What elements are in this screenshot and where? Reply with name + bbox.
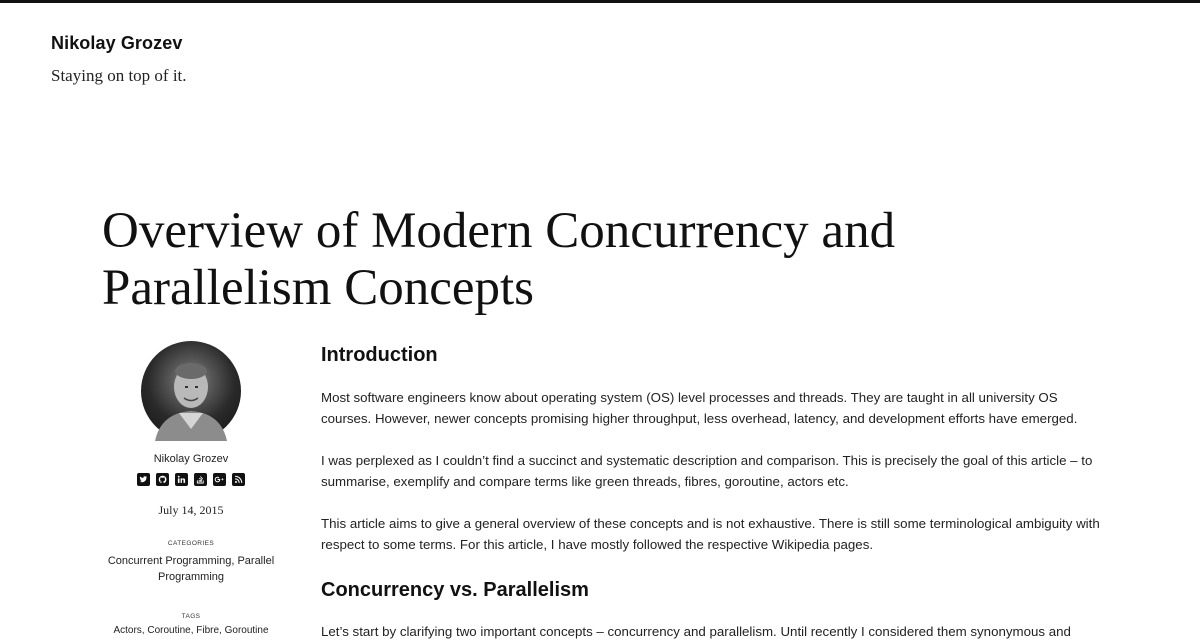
paragraph: This article aims to give a general overview of these concepts and is not exhaustive. There is still some terminological ambiguity with respect to some terms. For this article, I have mostly followed the respective Wikipedia pages.: [321, 516, 1100, 552]
tags-value[interactable]: Actors, Coroutine, Fibre, Goroutine: [113, 625, 269, 636]
twitter-icon[interactable]: [137, 473, 150, 486]
post-sidebar: [102, 341, 280, 636]
rss-icon[interactable]: [232, 473, 245, 486]
tags-label: TAGS: [181, 613, 201, 620]
paragraph: Let’s start by clarifying two important concepts – concurrency and parallelism. Until recently I considered them synonymous and: [321, 624, 1071, 639]
post-date: July 14, 2015: [158, 503, 224, 517]
categories-label: CATEGORIES: [167, 540, 215, 547]
author-avatar: [141, 341, 241, 441]
paragraph: I was perplexed as I couldn’t find a succinct and systematic description and comparison. This is precisely the goal of this article – to summarise, exemplify and compare terms like green threads, fibres, goroutine, actors etc.: [321, 453, 1093, 489]
heading-introduction: Introduction: [321, 344, 438, 366]
social-links: [102, 473, 280, 486]
googleplus-icon[interactable]: [213, 473, 226, 486]
paragraph: Most software engineers know about operating system (OS) level processes and threads. They are taught in all university OS courses. However, newer concepts promising higher throughput, less overhead, latency, and development efforts have emerged.: [321, 390, 1078, 426]
heading-concurrency-vs-parallelism: Concurrency vs. Parallelism: [321, 579, 589, 601]
categories-value[interactable]: Concurrent Programming, Parallel Programming: [107, 555, 275, 583]
stackoverflow-icon[interactable]: [194, 473, 207, 486]
post-title: Overview of Modern Concurrency and Parallelism Concepts: [102, 203, 896, 316]
github-icon[interactable]: [156, 473, 169, 486]
author-name[interactable]: Nikolay Grozev: [153, 453, 229, 465]
site-tagline: Staying on top of it.: [51, 66, 187, 85]
linkedin-icon[interactable]: [175, 473, 188, 486]
site-title[interactable]: Nikolay Grozev: [51, 33, 183, 53]
